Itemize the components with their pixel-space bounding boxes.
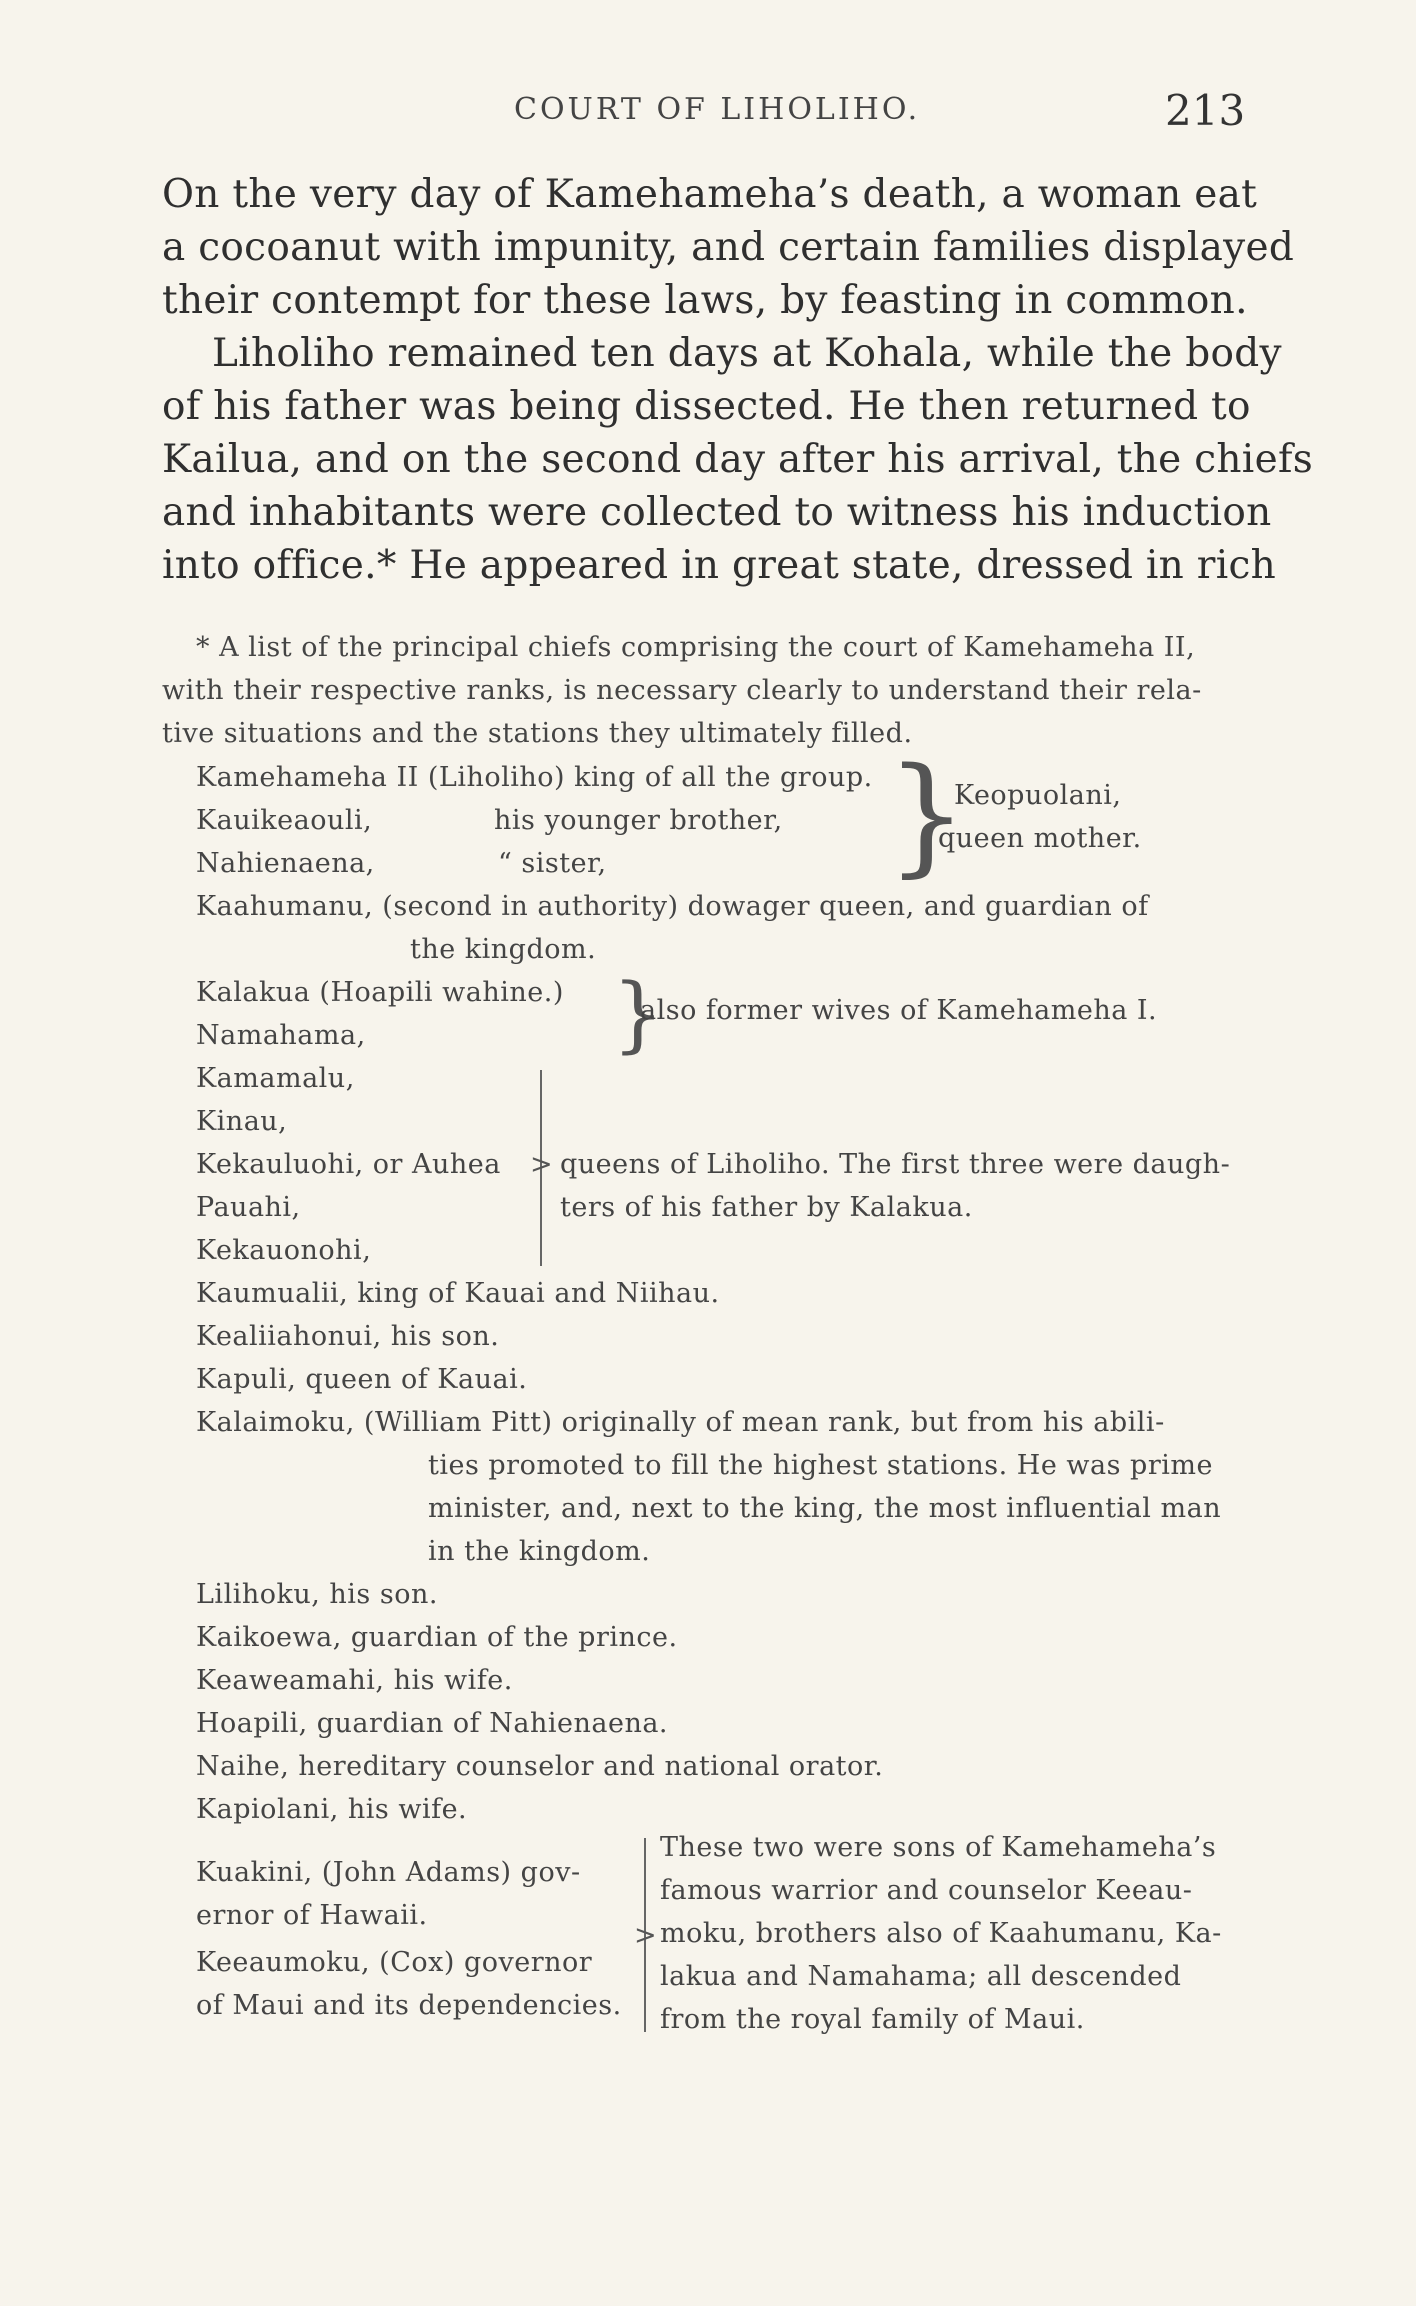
footnote-intro-line: * A list of the principal chiefs comprising the court of Kamehameha II, [196, 632, 1196, 663]
bracket-note: queens of Liholiho. The first three were daugh- [560, 1149, 1231, 1180]
right-brace: } [886, 741, 968, 890]
body-line: into office.* He appeared in great state, dressed in rich [162, 543, 1277, 588]
chief-name: Kinau, [196, 1106, 288, 1137]
right-brace: } [612, 967, 665, 1062]
chief-entry: Keaweamahi, his wife. [196, 1665, 513, 1696]
chief-entry-continuation: minister, and, next to the king, the most influential man [428, 1493, 1222, 1524]
chief-entry: Lilihoku, his son. [196, 1579, 438, 1610]
chief-name: Namahama, [196, 1020, 366, 1051]
chief-entry: Naihe, hereditary counselor and national orator. [196, 1751, 884, 1782]
bracket-note: lakua and Namahama; all descended [660, 1961, 1182, 1992]
chief-entry: Kalaimoku, (William Pitt) originally of mean rank, but from his abili- [196, 1407, 1165, 1438]
body-line: a cocoanut with impunity, and certain families displayed [162, 225, 1295, 270]
chief-entry: Kapiolani, his wife. [196, 1794, 468, 1825]
chief-entry: of Maui and its dependencies. [196, 1990, 622, 2021]
brace-note: Keopuolani, [954, 780, 1122, 811]
bracket-note: famous warrior and counselor Keeau- [660, 1875, 1193, 1906]
bracket-note: moku, brothers also of Kaahumanu, Ka- [660, 1918, 1222, 1949]
body-line: On the very day of Kamehameha’s death, a woman eat [162, 172, 1258, 217]
chief-rank: “ sister, [498, 848, 607, 879]
chief-entry: ernor of Hawaii. [196, 1900, 428, 1931]
chief-entry-continuation: the kingdom. [410, 934, 597, 965]
chief-name: Kauikeaouli, [196, 805, 373, 836]
chief-entry: Kuakini, (John Adams) gov- [196, 1857, 581, 1888]
footnote-intro-line: with their respective ranks, is necessary clearly to understand their rela- [162, 675, 1202, 706]
chief-name: Pauahi, [196, 1192, 301, 1223]
body-line: and inhabitants were collected to witness his induction [162, 490, 1272, 535]
brace-note: queen mother. [938, 823, 1142, 854]
chief-entry: Kealiiahonui, his son. [196, 1321, 500, 1352]
body-line: their contempt for these laws, by feasting in common. [162, 278, 1248, 323]
body-line: Kailua, and on the second day after his arrival, the chiefs [162, 437, 1314, 482]
bracket-point: > [634, 1920, 658, 1951]
bracket-note: ters of his father by Kalakua. [560, 1192, 973, 1223]
bracket-point: > [530, 1149, 554, 1180]
chief-name: Kekauluohi, or Auhea [196, 1149, 501, 1180]
chief-entry: Hoapili, guardian of Nahienaena. [196, 1708, 669, 1739]
chief-entry: Kaikoewa, guardian of the prince. [196, 1622, 678, 1653]
chief-entry: Kapuli, queen of Kauai. [196, 1364, 528, 1395]
running-title: COURT OF LIHOLIHO. [514, 92, 921, 127]
chief-name: Kamehameha II (Liholiho) king of all the group. [196, 762, 873, 793]
chief-entry: Kaahumanu, (second in authority) dowager queen, and guardian of [196, 891, 1149, 922]
page-number: 213 [1165, 86, 1246, 135]
bracket-note: These two were sons of Kamehameha’s [660, 1832, 1217, 1863]
chief-name: Kalakua (Hoapili wahine.) [196, 977, 564, 1008]
body-line: Liholiho remained ten days at Kohala, while the body [212, 331, 1282, 376]
footnote-intro-line: tive situations and the stations they ultimately filled. [162, 718, 913, 749]
chief-entry: Kaumualii, king of Kauai and Niihau. [196, 1278, 720, 1309]
chief-name: Kekauonohi, [196, 1235, 372, 1266]
body-line: of his father was being dissected. He then returned to [162, 384, 1251, 429]
chief-rank: his younger brother, [494, 805, 783, 836]
bracket-note: from the royal family of Maui. [660, 2004, 1085, 2035]
chief-entry-continuation: in the kingdom. [428, 1536, 651, 1567]
chief-entry: Keeaumoku, (Cox) governor [196, 1947, 593, 1978]
chief-name: Nahienaena, [196, 848, 375, 879]
chief-name: Kamamalu, [196, 1063, 355, 1094]
chief-entry-continuation: ties promoted to fill the highest stations. He was prime [428, 1450, 1213, 1481]
brace-note: also former wives of Kamehameha I. [640, 995, 1158, 1026]
